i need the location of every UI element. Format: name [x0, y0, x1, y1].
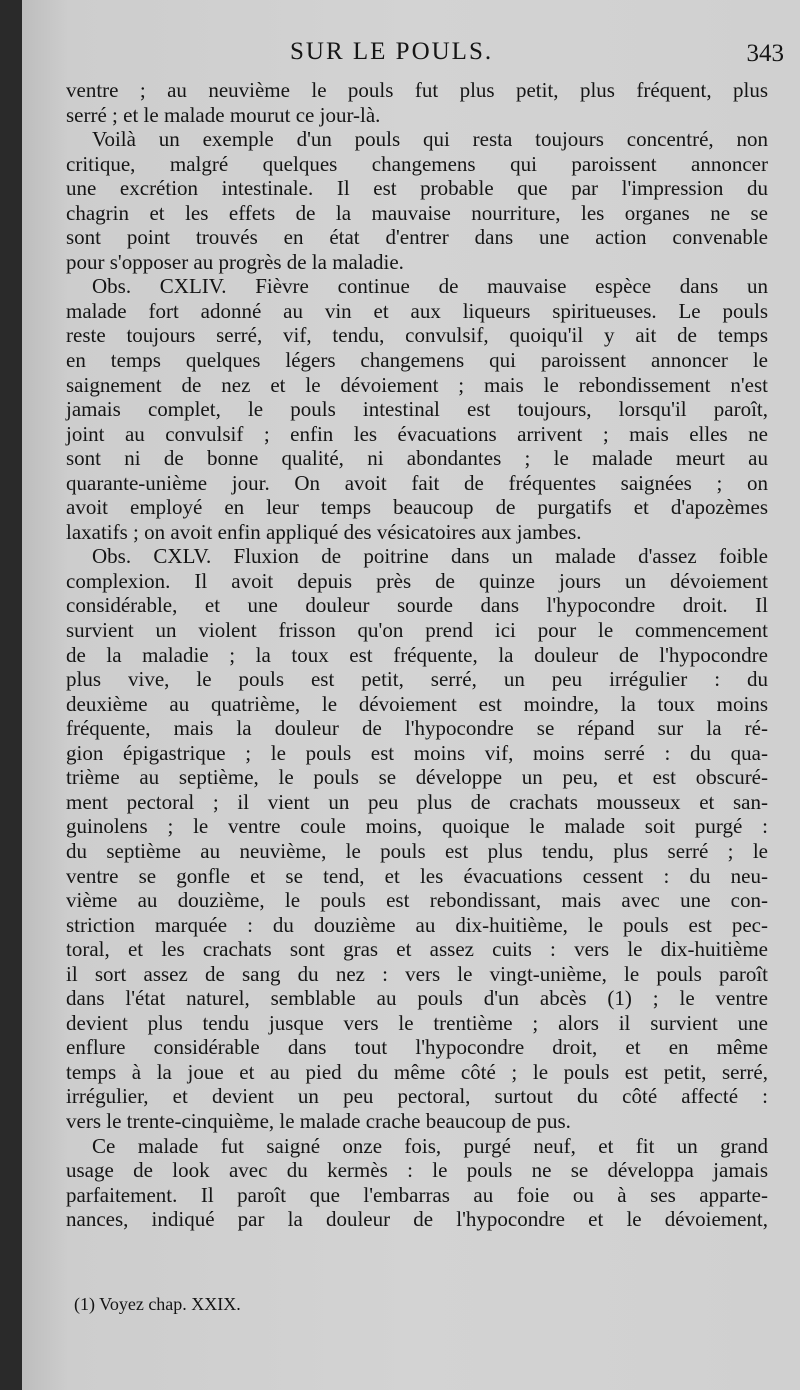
text-line: Ce malade fut saigné onze fois, purgé neuf, et fit un grand	[92, 1133, 768, 1158]
text-line: jamais complet, le pouls intestinal est toujours, lorsqu'il paroît,	[66, 397, 768, 422]
text-line: enflure considérable dans tout l'hypocondre droit, et en même	[66, 1035, 768, 1060]
text-line: trième au septième, le pouls se développe un peu, et est obscuré-	[66, 765, 768, 790]
page-header	[22, 38, 800, 74]
text-line: il sort assez de sang du nez : vers le vingt-unième, le pouls paroît	[66, 961, 768, 986]
text-line: sont point trouvés en état d'entrer dans une action convenable	[66, 225, 768, 250]
text-line: irrégulier, et devient un peu pectoral, surtout du côté affecté :	[66, 1084, 768, 1109]
text-line: reste toujours serré, vif, tendu, convulsif, quoiqu'il y ait de temps	[66, 323, 768, 348]
text-line: usage de look avec du kermès : le pouls ne se développa jamais	[66, 1158, 768, 1183]
text-line: en temps quelques légers changemens qui paroissent annoncer le	[66, 348, 768, 373]
text-line: nances, indiqué par la douleur de l'hypocondre et le dévoiement,	[66, 1207, 768, 1232]
text-line: serré ; et le malade mourut ce jour-là.	[66, 102, 381, 127]
text-line: Voilà un exemple d'un pouls qui resta toujours concentré, non	[92, 127, 768, 152]
text-line: ment pectoral ; il vient un peu plus de crachats mousseux et san-	[66, 789, 768, 814]
text-line: parfaitement. Il paroît que l'embarras au foie ou à ses apparte-	[66, 1182, 768, 1207]
text-line: deuxième au quatrième, le dévoiement est moindre, la toux moins	[66, 691, 768, 716]
text-line: Obs. CXLIV. Fièvre continue de mauvaise espèce dans un	[92, 274, 768, 299]
text-line: de la maladie ; la toux est fréquente, la douleur de l'hypocondre	[66, 642, 768, 667]
text-line: critique, malgré quelques changemens qui paroissent annoncer	[66, 151, 768, 176]
text-line: joint au convulsif ; enfin les évacuations arrivent ; mais elles ne	[66, 421, 768, 446]
text-line: vers le trente-cinquième, le malade crache beaucoup de pus.	[66, 1108, 571, 1133]
text-line: une excrétion intestinale. Il est probable que par l'impression du	[66, 176, 768, 201]
text-line: vième au douzième, le pouls est rebondissant, mais avec une con-	[66, 888, 768, 913]
text-line: ventre se gonfle et se tend, et les évacuations cessent : du neu-	[66, 863, 768, 888]
text-line: plus vive, le pouls est petit, serré, un peu irrégulier : du	[66, 667, 768, 692]
text-line: quarante-unième jour. On avoit fait de fréquentes saignées ; on	[66, 470, 768, 495]
text-line: dans l'état naturel, semblable au pouls d'un abcès (1) ; le ventre	[66, 986, 768, 1011]
running-title: SUR LE POULS.	[290, 38, 494, 65]
text-line: survient un violent frisson qu'on prend ici pour le commencement	[66, 618, 768, 643]
text-line: devient plus tendu jusque vers le trentième ; alors il survient une	[66, 1010, 768, 1035]
text-line: toral, et les crachats sont gras et assez cuits : vers le dix-huitième	[66, 937, 768, 962]
text-line: guinolens ; le ventre coule moins, quoique le malade soit purgé :	[66, 814, 768, 839]
text-line: temps à la joue et au pied du même côté ; le pouls est petit, serré,	[66, 1059, 768, 1084]
book-page	[22, 0, 800, 1390]
text-line: chagrin et les effets de la mauvaise nourriture, les organes ne se	[66, 200, 768, 225]
text-line: ventre ; au neuvième le pouls fut plus petit, plus fréquent, plus	[66, 78, 768, 102]
text-line: Obs. CXLV. Fluxion de poitrine dans un malade d'assez foible	[92, 544, 768, 569]
text-line: malade fort adonné au vin et aux liqueurs spiritueuses. Le pouls	[66, 298, 768, 323]
body-text	[66, 78, 768, 1232]
text-line: avoit employé en leur temps beaucoup de purgatifs et d'apozèmes	[66, 495, 768, 520]
text-line: considérable, et une douleur sourde dans l'hypocondre droit. Il	[66, 593, 768, 618]
text-line: du septième au neuvième, le pouls est plus tendu, plus serré ; le	[66, 838, 768, 863]
text-line: saignement de nez et le dévoiement ; mais le rebondissement n'est	[66, 372, 768, 397]
page-number: 343	[746, 40, 784, 67]
footnote: (1) Voyez chap. XXIX.	[74, 1294, 241, 1314]
text-line: fréquente, mais la douleur de l'hypocondre se répand sur la ré-	[66, 716, 768, 741]
text-line: pour s'opposer au progrès de la maladie.	[66, 249, 404, 274]
text-line: complexion. Il avoit depuis près de quinze jours un dévoiement	[66, 568, 768, 593]
text-line: striction marquée : du douzième au dix-huitième, le pouls est pec-	[66, 912, 768, 937]
text-line: sont ni de bonne qualité, ni abondantes ; le malade meurt au	[66, 446, 768, 471]
text-line: gion épigastrique ; le pouls est moins vif, moins serré : du qua-	[66, 740, 768, 765]
text-line: laxatifs ; on avoit enfin appliqué des vésicatoires aux jambes.	[66, 519, 582, 544]
